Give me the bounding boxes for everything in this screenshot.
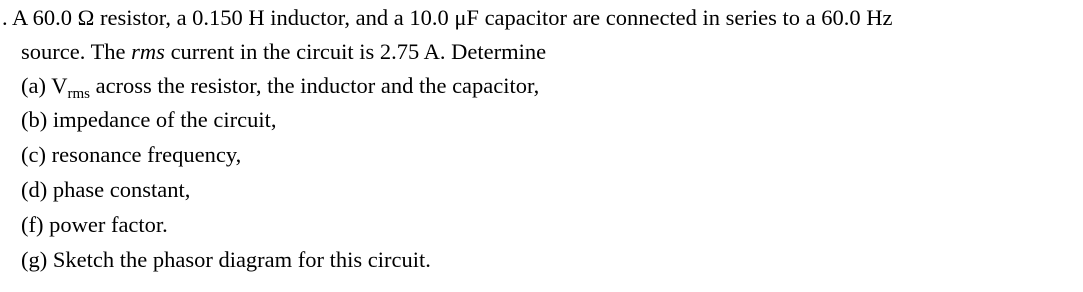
question-item-g: (g) Sketch the phasor diagram for this circuit. <box>21 247 431 272</box>
item-a-subscript: rms <box>67 86 90 102</box>
question-item-f: (f) power factor. <box>21 212 168 237</box>
item-a-prefix: (a) V <box>21 73 68 98</box>
item-a-text: across the resistor, the inductor and the capacitor, <box>89 73 540 98</box>
intro-line-2-prefix: source. The <box>21 39 132 64</box>
intro-line-2-suffix: current in the circuit is 2.75 A. Determine <box>164 39 547 64</box>
problem-intro-line-1: . A 60.0 Ω resistor, a 0.150 H inductor, and a 10.0 μF capacitor are connected in series to a 60.0 Hz <box>2 5 893 30</box>
rms-italic: rms <box>131 39 165 64</box>
problem-intro-line-2 <box>21 39 546 65</box>
question-item-c: (c) resonance frequency, <box>21 142 242 167</box>
question-item-d: (d) phase constant, <box>21 177 191 202</box>
question-item-b: (b) impedance of the circuit, <box>21 107 277 132</box>
question-item-a <box>21 73 540 102</box>
